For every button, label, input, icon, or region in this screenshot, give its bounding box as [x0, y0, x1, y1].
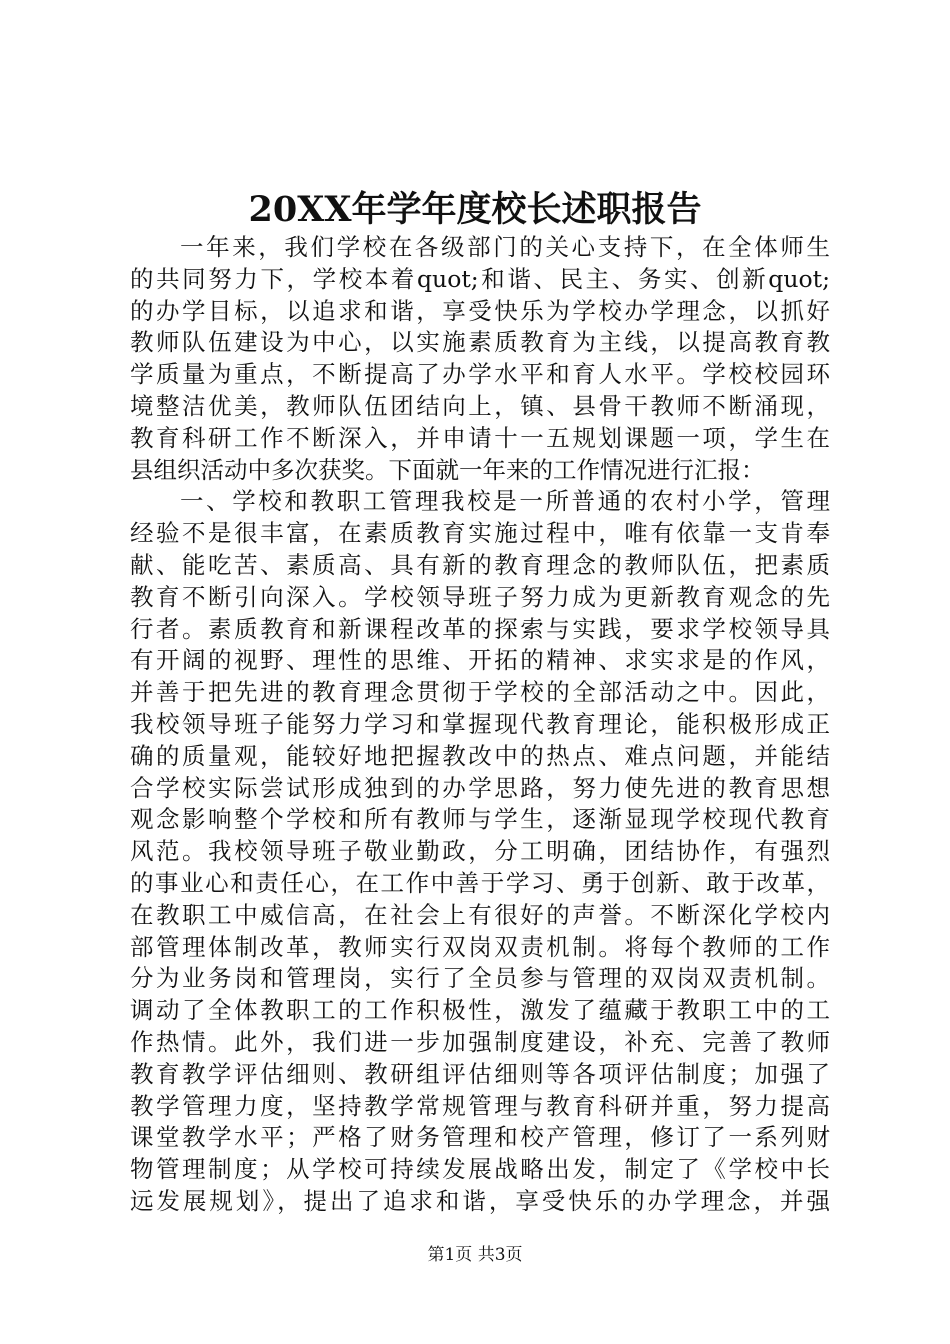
text-line: 观念影响整个学校和所有教师与学生，逐渐显现学校现代教育 — [130, 805, 830, 834]
text-line: 课堂教学水平；严格了财务管理和校产管理，修订了一系列财 — [130, 1123, 830, 1152]
document-body — [130, 232, 830, 1218]
text-line: 物管理制度；从学校可持续发展战略出发，制定了《学校中长 — [130, 1155, 830, 1184]
text-line: 一年来，我们学校在各级部门的关心支持下，在全体师生 — [180, 233, 830, 261]
text-line: 的共同努力下，学校本着quot;和谐、民主、务实、创新quot; — [130, 264, 830, 293]
text-line: 献、能吃苦、素质高、具有新的教育理念的教师队伍，把素质 — [130, 550, 830, 579]
text-line: 一、学校和教职工管理我校是一所普通的农村小学，管理 — [180, 487, 830, 516]
text-line: 风范。我校领导班子敬业勤政，分工明确，团结协作，有强烈 — [130, 837, 830, 866]
text-line: 教育教学评估细则、教研组评估细则等各项评估制度；加强了 — [130, 1059, 830, 1088]
text-line: 作热情。此外，我们进一步加强制度建设，补充、完善了教师 — [130, 1027, 830, 1056]
text-line: 确的质量观，能较好地把握教改中的热点、难点问题，并能结 — [130, 741, 830, 770]
text-line: 境整洁优美，教师队伍团结向上，镇、县骨干教师不断涌现， — [130, 391, 830, 420]
text-line: 部管理体制改革，教师实行双岗双责机制。将每个教师的工作 — [130, 932, 830, 961]
text-line: 我校领导班子能努力学习和掌握现代教育理论，能积极形成正 — [130, 709, 830, 738]
text-line: 有开阔的视野、理性的思维、开拓的精神、求实求是的作风， — [130, 646, 830, 675]
text-line: 教学管理力度，坚持教学常规管理与教育科研并重，努力提高 — [130, 1091, 830, 1120]
document-title: 20XX年学年度校长述职报告 — [248, 189, 702, 230]
text-line: 在教职工中威信高，在社会上有很好的声誉。不断深化学校内 — [130, 900, 830, 929]
text-line: 教育不断引向深入。学校领导班子努力成为更新教育观念的先 — [130, 582, 830, 611]
text-line: 并善于把先进的教育理念贯彻于学校的全部活动之中。因此， — [130, 678, 830, 707]
text-line: 经验不是很丰富，在素质教育实施过程中，唯有依靠一支肯奉 — [130, 519, 830, 548]
text-line: 教师队伍建设为中心，以实施素质教育为主线，以提高教育教 — [130, 328, 830, 357]
text-line: 调动了全体教职工的工作积极性，激发了蕴藏于教职工中的工 — [130, 996, 830, 1025]
text-line: 分为业务岗和管理岗，实行了全员参与管理的双岗双责机制。 — [130, 964, 830, 993]
text-line: 学质量为重点，不断提高了办学水平和育人水平。学校校园环 — [130, 360, 830, 389]
text-line: 教育科研工作不断深入，并申请十一五规划课题一项，学生在 — [130, 423, 830, 452]
text-line: 合学校实际尝试形成独到的办学思路，努力使先进的教育思想 — [130, 773, 830, 802]
text-line: 县组织活动中多次获奖。下面就一年来的工作情况进行汇报： — [130, 455, 765, 484]
page-number-footer: 第1页 共3页 — [427, 1245, 523, 1265]
text-line: 的事业心和责任心，在工作中善于学习、勇于创新、敢于改革， — [130, 868, 830, 897]
text-line: 的办学目标，以追求和谐，享受快乐为学校办学理念，以抓好 — [130, 296, 830, 325]
text-line: 行者。素质教育和新课程改革的探索与实践，要求学校领导具 — [130, 614, 830, 643]
text-line: 远发展规划》，提出了追求和谐，享受快乐的办学理念，并强 — [130, 1186, 830, 1215]
